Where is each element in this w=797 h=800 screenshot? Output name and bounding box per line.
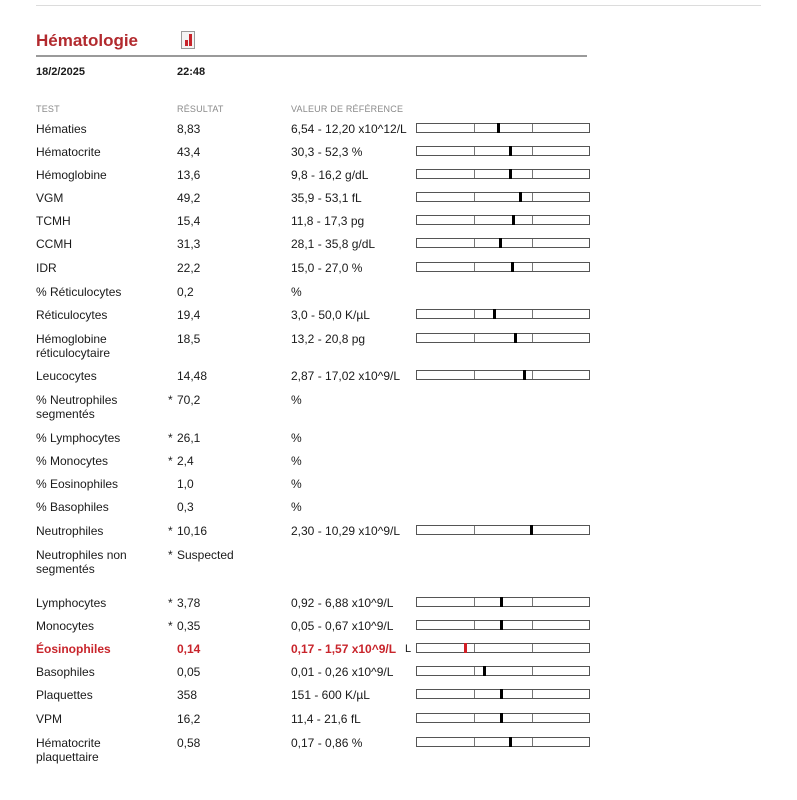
reference-range: 3,0 - 50,0 K/µL xyxy=(291,308,370,322)
test-name: IDR xyxy=(36,261,57,275)
title-underline xyxy=(36,55,587,57)
gauge-divider xyxy=(474,598,475,606)
gauge-marker xyxy=(509,737,512,747)
test-name: Hémoglobine réticulocytaire xyxy=(36,332,111,360)
range-gauge xyxy=(416,123,590,133)
gauge-divider xyxy=(532,690,533,698)
reference-range: 9,8 - 16,2 g/dL xyxy=(291,168,369,182)
test-name: VGM xyxy=(36,191,64,205)
result-value: 0,05 xyxy=(177,665,201,679)
gauge-divider xyxy=(532,667,533,675)
result-value: 26,1 xyxy=(177,431,201,445)
reference-range: 0,01 - 0,26 x10^9/L xyxy=(291,665,394,679)
flag-asterisk: * xyxy=(168,619,173,633)
test-name: % Réticulocytes xyxy=(36,285,122,299)
result-value: 8,83 xyxy=(177,122,201,136)
gauge-marker xyxy=(499,238,502,248)
result-value: 15,4 xyxy=(177,214,201,228)
gauge-divider xyxy=(532,738,533,746)
gauge-divider xyxy=(474,216,475,224)
gauge-divider xyxy=(474,690,475,698)
test-name: % Eosinophiles xyxy=(36,477,119,491)
reference-range: 30,3 - 52,3 % xyxy=(291,145,363,159)
reference-range: % xyxy=(291,500,302,514)
range-gauge xyxy=(416,333,590,343)
test-name: Hématies xyxy=(36,122,87,136)
gauge-divider xyxy=(474,147,475,155)
gauge-divider xyxy=(532,714,533,722)
gauge-divider xyxy=(474,526,475,534)
test-name: % Basophiles xyxy=(36,500,109,514)
reference-range: 11,4 - 21,6 fL xyxy=(291,712,361,726)
reference-range: 15,0 - 27,0 % xyxy=(291,261,363,275)
gauge-divider xyxy=(532,334,533,342)
column-header-result: RÉSULTAT xyxy=(177,104,224,114)
reference-range: 13,2 - 20,8 pg xyxy=(291,332,366,346)
column-header-reference: VALEUR DE RÉFÉRENCE xyxy=(291,104,404,114)
gauge-marker xyxy=(483,666,486,676)
range-gauge xyxy=(416,737,590,747)
range-gauge xyxy=(416,643,590,653)
test-name: CCMH xyxy=(36,237,72,251)
result-value: 0,2 xyxy=(177,285,194,299)
column-header-test: TEST xyxy=(36,104,60,114)
test-name: Neutrophiles xyxy=(36,524,104,538)
reference-range: 6,54 - 12,20 x10^12/L xyxy=(291,122,407,136)
gauge-divider xyxy=(474,310,475,318)
result-value: 13,6 xyxy=(177,168,201,182)
gauge-divider xyxy=(532,310,533,318)
gauge-divider xyxy=(532,216,533,224)
gauge-divider xyxy=(474,738,475,746)
report-date: 18/2/2025 xyxy=(36,66,85,78)
test-name: Monocytes xyxy=(36,619,95,633)
gauge-marker xyxy=(500,689,503,699)
range-gauge xyxy=(416,309,590,319)
test-name: TCMH xyxy=(36,214,71,228)
range-gauge xyxy=(416,713,590,723)
reference-range: 0,92 - 6,88 x10^9/L xyxy=(291,596,394,610)
test-name: Neutrophiles non segmentés xyxy=(36,548,127,576)
gauge-marker xyxy=(493,309,496,319)
range-gauge xyxy=(416,525,590,535)
gauge-divider xyxy=(474,334,475,342)
range-gauge xyxy=(416,262,590,272)
section-title: Hématologie xyxy=(36,31,139,50)
test-name: Basophiles xyxy=(36,665,95,679)
test-name: Réticulocytes xyxy=(36,308,108,322)
test-name: Éosinophiles xyxy=(36,642,111,656)
flag-asterisk: * xyxy=(168,431,173,445)
result-value: 0,35 xyxy=(177,619,201,633)
range-gauge xyxy=(416,689,590,699)
report-time: 22:48 xyxy=(177,66,206,78)
gauge-marker xyxy=(519,192,522,202)
result-value: 14,48 xyxy=(177,369,208,383)
flag-asterisk: * xyxy=(168,548,173,562)
gauge-divider xyxy=(532,124,533,132)
range-gauge xyxy=(416,192,590,202)
low-flag: L xyxy=(405,643,412,655)
flag-asterisk: * xyxy=(168,454,173,468)
test-name: VPM xyxy=(36,712,63,726)
flag-asterisk: * xyxy=(168,524,173,538)
gauge-divider xyxy=(474,621,475,629)
test-name: Leucocytes xyxy=(36,369,97,383)
gauge-divider xyxy=(532,239,533,247)
test-name: Hématocrite xyxy=(36,145,101,159)
test-name: % Neutrophiles segmentés xyxy=(36,393,118,421)
reference-range: % xyxy=(291,393,302,407)
result-value: 0,3 xyxy=(177,500,194,514)
gauge-marker xyxy=(509,169,512,179)
gauge-divider xyxy=(474,263,475,271)
reference-range: 28,1 - 35,8 g/dL xyxy=(291,237,376,251)
range-gauge xyxy=(416,215,590,225)
result-value: 70,2 xyxy=(177,393,201,407)
result-value: 18,5 xyxy=(177,332,201,346)
gauge-divider xyxy=(474,239,475,247)
gauge-marker xyxy=(464,643,467,653)
range-gauge xyxy=(416,238,590,248)
test-name: Hématocrite plaquettaire xyxy=(36,736,101,764)
reference-range: 0,05 - 0,67 x10^9/L xyxy=(291,619,394,633)
gauge-marker xyxy=(514,333,517,343)
reference-range: 0,17 - 1,57 x10^9/L xyxy=(291,642,397,656)
reference-range: 35,9 - 53,1 fL xyxy=(291,191,362,205)
top-divider xyxy=(36,5,761,6)
reference-range: 151 - 600 K/µL xyxy=(291,688,370,702)
test-name: % Monocytes xyxy=(36,454,109,468)
result-value: 0,58 xyxy=(177,736,201,750)
reference-range: % xyxy=(291,454,302,468)
gauge-marker xyxy=(500,713,503,723)
result-value: 16,2 xyxy=(177,712,201,726)
reference-range: 2,30 - 10,29 x10^9/L xyxy=(291,524,401,538)
gauge-divider xyxy=(532,193,533,201)
gauge-divider xyxy=(532,621,533,629)
gauge-divider xyxy=(474,124,475,132)
result-value: 22,2 xyxy=(177,261,201,275)
result-value: 3,78 xyxy=(177,596,201,610)
gauge-divider xyxy=(532,644,533,652)
result-value: 358 xyxy=(177,688,198,702)
test-name: Plaquettes xyxy=(36,688,93,702)
reference-range: % xyxy=(291,431,302,445)
range-gauge xyxy=(416,666,590,676)
gauge-divider xyxy=(474,170,475,178)
gauge-divider xyxy=(474,371,475,379)
result-value: 1,0 xyxy=(177,477,194,491)
gauge-marker xyxy=(523,370,526,380)
gauge-divider xyxy=(474,714,475,722)
reference-range: % xyxy=(291,477,302,491)
range-gauge xyxy=(416,169,590,179)
gauge-divider xyxy=(532,371,533,379)
range-gauge xyxy=(416,146,590,156)
gauge-divider xyxy=(532,263,533,271)
result-value: 19,4 xyxy=(177,308,201,322)
test-name: % Lymphocytes xyxy=(36,431,121,445)
reference-range: % xyxy=(291,285,302,299)
reference-range: 11,8 - 17,3 pg xyxy=(291,214,365,228)
gauge-marker xyxy=(530,525,533,535)
gauge-marker xyxy=(509,146,512,156)
flag-asterisk: * xyxy=(168,393,173,407)
range-gauge xyxy=(416,370,590,380)
gauge-divider xyxy=(474,644,475,652)
result-value: 43,4 xyxy=(177,145,201,159)
range-gauge xyxy=(416,597,590,607)
gauge-divider xyxy=(532,598,533,606)
gauge-marker xyxy=(511,262,514,272)
gauge-divider xyxy=(474,193,475,201)
reference-range: 0,17 - 0,86 % xyxy=(291,736,363,750)
result-value: 10,16 xyxy=(177,524,208,538)
result-value: 0,14 xyxy=(177,642,201,656)
report-document-icon[interactable] xyxy=(181,31,195,49)
gauge-marker xyxy=(497,123,500,133)
result-value: 31,3 xyxy=(177,237,201,251)
reference-range: 2,87 - 17,02 x10^9/L xyxy=(291,369,401,383)
gauge-divider xyxy=(474,667,475,675)
gauge-marker xyxy=(500,597,503,607)
result-value: Suspected xyxy=(177,548,234,562)
test-name: Lymphocytes xyxy=(36,596,107,610)
test-name: Hémoglobine xyxy=(36,168,107,182)
flag-asterisk: * xyxy=(168,596,173,610)
result-value: 2,4 xyxy=(177,454,194,468)
gauge-divider xyxy=(532,170,533,178)
gauge-divider xyxy=(532,147,533,155)
gauge-marker xyxy=(512,215,515,225)
gauge-marker xyxy=(500,620,503,630)
result-value: 49,2 xyxy=(177,191,201,205)
range-gauge xyxy=(416,620,590,630)
